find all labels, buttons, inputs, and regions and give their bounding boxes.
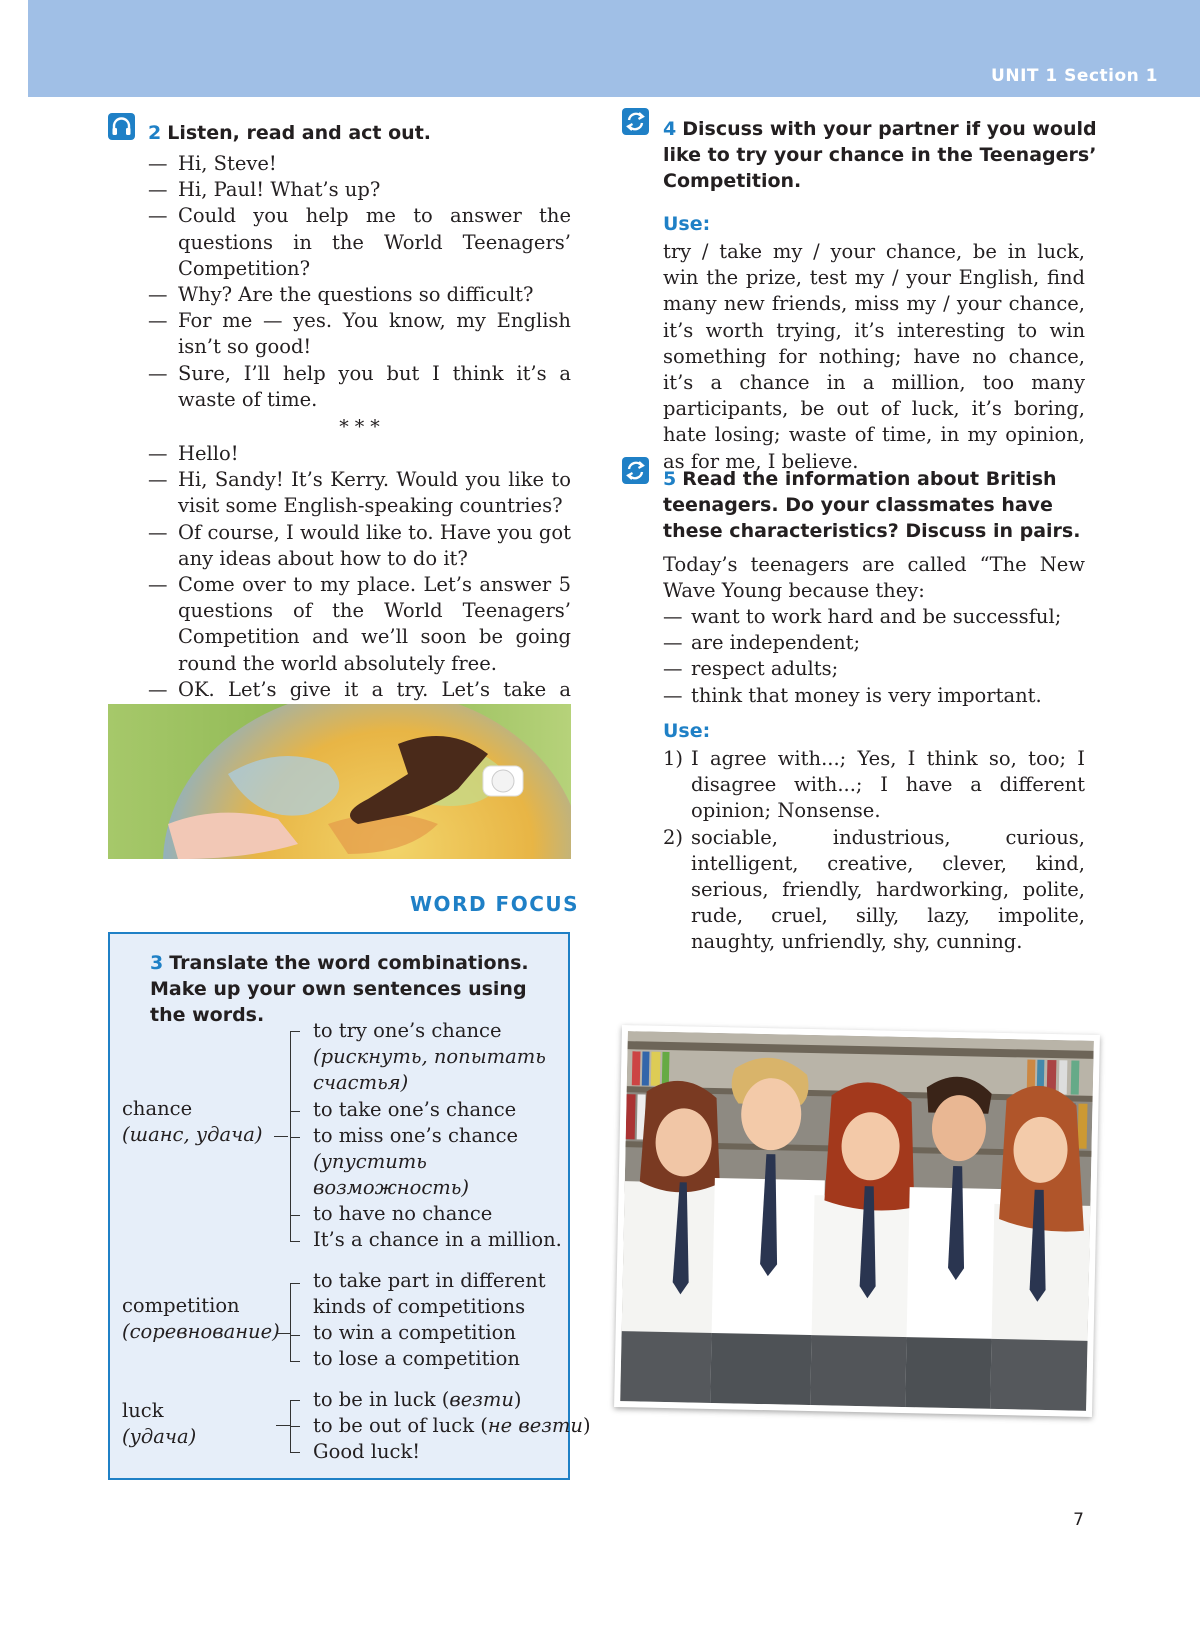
dialogue-text: Hi, Steve! — [178, 152, 277, 175]
task-4-use-label: Use: — [663, 213, 711, 235]
task-5-number: 5 — [663, 468, 677, 490]
vocab-word-luck: luck — [122, 1399, 164, 1422]
globe-photo — [108, 704, 571, 859]
dialogue-line: — Hi, Steve! — [148, 152, 277, 175]
pair-work-icon — [622, 457, 649, 484]
dialogue-text: Come over to my place. Let’s answer 5 questions of the World Teenagers’ Competition and we’ll soon be going round the world absolutely free. — [178, 573, 571, 675]
unit-label: UNIT 1 Section 1 — [991, 66, 1158, 86]
task-4-title-text: Discuss with your partner if you would like to try your chance in the Teenagers’ Competition. — [663, 118, 1097, 192]
dialogue-text: Hi, Paul! What’s up? — [178, 178, 381, 202]
bracket-tick — [290, 1283, 300, 1284]
vocab-translation-competition: (соревнование) — [122, 1320, 280, 1343]
vocab-phrase: to be in luck (везти) — [313, 1388, 522, 1411]
dialogue-line: — Sure, I’ll help you but I think it’s a waste of time. — [148, 361, 571, 411]
dialogue-line: — Come over to my place. Let’s answer 5 questions of the World Teenagers’ Competition and we’ll soon be going round the world absolutely free. — [148, 573, 571, 675]
vocab-phrase: (упустить — [313, 1150, 427, 1173]
list-item: 2) sociable, industrious, curious, intelligent, creative, clever, kind, serious, friendly, hardworking, polite, rude, cruel, silly, lazy, impolite, naughty, unfriendly, shy, cunning. — [663, 825, 1085, 954]
bracket-tick — [290, 1426, 300, 1427]
bracket-tick — [290, 1361, 300, 1362]
dialogue-text: Hi, Sandy! It’s Kerry. Would you like to visit some English-speaking countries? — [178, 468, 571, 518]
list-item: — want to work hard and be successful; — [663, 605, 1062, 628]
dialogue-line: — Hello! — [148, 442, 239, 466]
dialogue-line: — OK. Let’s give it a try. Let’s take a — [148, 677, 571, 729]
task-5-use-list — [663, 746, 1085, 956]
task-4-use-text: try / take my / your chance, be in luck, win the prize, test my / your English, find many new friends, miss my / your chance, it’s worth trying, it’s interesting to win something for nothing; have no chance, it’s a chance in a million, too many participants, be out of luck, it’s boring, hate losing; waste of time, in my opinion, as for me, I believe. — [663, 240, 1085, 473]
list-item: — are independent; — [663, 631, 861, 655]
vocab-phrase: to take part in different — [313, 1269, 546, 1292]
bracket-line — [290, 1031, 291, 1241]
vocab-translation-chance: (шанс, удача) — [122, 1123, 263, 1146]
bracket-tick — [290, 1452, 300, 1453]
students-photo — [614, 1025, 1100, 1417]
dialogue-text: OK. Let’s give it a try. Let’s take a — [178, 677, 571, 701]
task-5-intro: Today’s teenagers are called “The New Wave Young because they: — [663, 553, 1085, 603]
list-item: 1) I agree with...; Yes, I think so, too; I disagree with...; I have a different opinion; Nonsense. — [663, 747, 1085, 823]
bracket-tick — [290, 1111, 300, 1112]
vocab-phrase: to win a competition — [313, 1321, 516, 1344]
dialogue-text: Could you help me to answer the questions in the World Teenagers’ Competition? — [178, 204, 571, 280]
bracket-stem — [276, 1333, 290, 1334]
task-2-title — [148, 120, 578, 146]
dialogue-text: For me — yes. You know, my English isn’t so good! — [178, 309, 571, 359]
dialogue-text: Sure, I’ll help you but I think it’s a waste of time. — [178, 361, 571, 411]
bracket-tick — [290, 1241, 300, 1242]
task-5-title-text: Read the information about British teenagers. Do your classmates have these characteristics? Discuss in pairs. — [663, 468, 1081, 542]
dialogue-separator: * * * — [339, 416, 380, 439]
dialogue-line: — Hi, Sandy! It’s Kerry. Would you like to visit some English-speaking countries? — [148, 468, 571, 518]
bracket-tick — [290, 1335, 300, 1336]
vocab-word-chance: chance — [122, 1097, 193, 1120]
dialogue-line: — Why? Are the questions so difficult? — [148, 283, 534, 307]
vocab-phrase: kinds of competitions — [313, 1295, 526, 1318]
dialogue-line: — For me — yes. You know, my English isn’t so good! — [148, 309, 571, 359]
page-number: 7 — [1073, 1510, 1084, 1530]
headphones-icon — [108, 113, 135, 140]
bracket-stem — [274, 1136, 288, 1137]
bracket-tick — [290, 1215, 300, 1216]
task-2-title-text: Listen, read and act out. — [167, 122, 432, 144]
vocab-phrase: возможность) — [313, 1176, 470, 1199]
task-3-title — [150, 950, 560, 1028]
vocab-phrase: Good luck! — [313, 1440, 421, 1463]
vocab-phrase: to take one’s chance — [313, 1098, 517, 1121]
bracket-tick — [290, 1137, 300, 1138]
vocab-phrase: (рискнуть, попытать — [313, 1045, 546, 1068]
vocab-phrase: to have no chance — [313, 1202, 493, 1225]
vocab-phrase: to miss one’s chance — [313, 1124, 519, 1147]
vocab-phrase: It’s a chance in a million. — [313, 1228, 562, 1251]
bracket-tick — [290, 1031, 300, 1032]
dialogue-text: Of course, I would like to. Have you got any ideas about how to do it? — [178, 520, 571, 570]
dialogue-line: — Could you help me to answer the questions in the World Teenagers’ Competition? — [148, 204, 571, 280]
task-4-title — [663, 116, 1103, 194]
task-5-use-label: Use: — [663, 720, 711, 742]
dialogue-line: — Of course, I would like to. Have you got any ideas about how to do it? — [148, 520, 571, 570]
vocab-phrase: to be out of luck (не везти) — [313, 1414, 591, 1437]
bracket-tick — [290, 1400, 300, 1401]
word-focus-heading: WORD FOCUS — [410, 892, 580, 916]
task-5-list — [663, 604, 1093, 709]
bracket-line — [290, 1283, 291, 1361]
vocab-word-competition: competition — [122, 1294, 240, 1317]
vocab-phrase: to lose a competition — [313, 1347, 520, 1370]
list-item: — think that money is very important. — [663, 683, 1042, 707]
dialogue-line: — Hi, Paul! What’s up? — [148, 178, 381, 202]
page-header — [28, 0, 1200, 97]
task-3-title-text: Translate the word combinations. Make up your own sentences using the words. — [150, 952, 529, 1026]
task-3-number: 3 — [150, 952, 164, 974]
task-2-number: 2 — [148, 122, 162, 144]
vocab-phrase: to try one’s chance — [313, 1019, 502, 1042]
pair-work-icon — [622, 108, 649, 135]
dialogue-1 — [148, 151, 571, 729]
list-item: — respect adults; — [663, 657, 839, 681]
dialogue-text: Hello! — [178, 442, 239, 466]
dialogue-text: Why? Are the questions so difficult? — [178, 283, 534, 307]
bracket-stem — [276, 1425, 290, 1426]
task-4-number: 4 — [663, 118, 677, 140]
task-5-title — [663, 466, 1103, 544]
vocab-translation-luck: (удача) — [122, 1425, 197, 1448]
vocab-phrase: счастья) — [313, 1071, 409, 1094]
